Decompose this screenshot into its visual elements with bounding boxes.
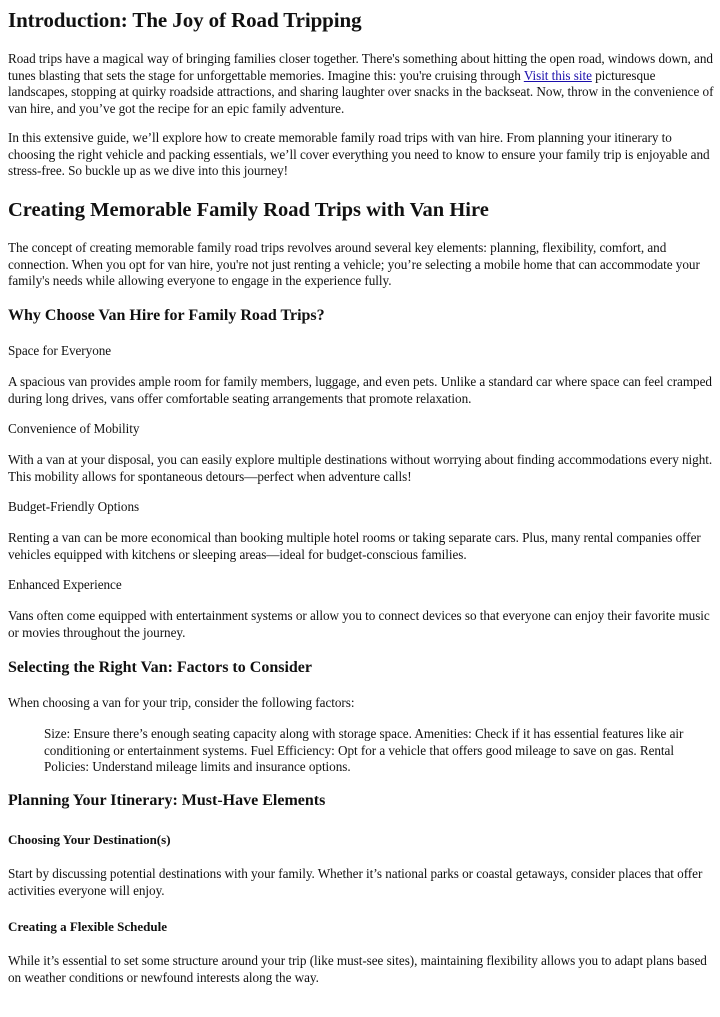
selecting-heading: Selecting the Right Van: Factors to Consider xyxy=(8,659,312,676)
destination-paragraph: Start by discussing potential destinations with your family. Whether it’s national parks or coastal getaways, consider places that offer activities everyone will enjoy. xyxy=(8,866,703,898)
why-van-text-experience: Vans often come equipped with entertainment systems or allow you to connect devices so that everyone can enjoy their favorite music or movies throughout the journey. xyxy=(8,608,710,640)
visit-site-link[interactable]: Visit this site xyxy=(523,67,592,83)
selecting-intro: When choosing a van for your trip, consider the following factors: xyxy=(8,695,355,710)
schedule-subheading: Creating a Flexible Schedule xyxy=(8,919,168,934)
main-section-heading: Creating Memorable Family Road Trips with Van Hire xyxy=(8,199,489,221)
intro-paragraph-1 xyxy=(8,51,714,117)
why-van-label-experience: Enhanced Experience xyxy=(8,577,122,592)
why-van-text-space: A spacious van provides ample room for family members, luggage, and even pets. Unlike a standard car where space can feel cramped during long drives, vans offer comfortable seating arrangements that promote relaxation. xyxy=(8,374,712,406)
why-van-label-mobility: Convenience of Mobility xyxy=(8,421,140,436)
selecting-factors-list: Size: Ensure there’s enough seating capacity along with storage space. Amenities: Check if it has essential features like air conditioning or entertainment systems. Fuel Efficiency: Opt for a vehicle that offers good mileage to save on gas. Rental Policies: Understand mileage limits and insurance options. xyxy=(44,726,684,774)
destination-subheading: Choosing Your Destination(s) xyxy=(8,832,171,847)
intro-paragraph-2: In this extensive guide, we’ll explore how to create memorable family road trips with van hire. From planning your itinerary to choosing the right vehicle and packing essentials, we’ll cover everything you need to know to ensure your family trip is enjoyable and stress-free. So buckle up as we dive into this journey! xyxy=(8,130,710,178)
intro-heading: Introduction: The Joy of Road Tripping xyxy=(8,8,362,32)
why-van-label-space: Space for Everyone xyxy=(8,343,112,358)
why-van-label-budget: Budget-Friendly Options xyxy=(8,499,140,514)
why-van-text-budget: Renting a van can be more economical than booking multiple hotel rooms or taking separate cars. Plus, many rental companies offer vehicles equipped with kitchens or sleeping areas—ideal for budget-conscious families. xyxy=(8,530,701,562)
why-van-text-mobility: With a van at your disposal, you can easily explore multiple destinations without worrying about finding accommodations every night. This mobility allows for spontaneous detours—perfect when adventure calls! xyxy=(8,452,713,484)
planning-heading: Planning Your Itinerary: Must-Have Elements xyxy=(8,792,326,809)
schedule-paragraph: While it’s essential to set some structure around your trip (like must-see sites), maintaining flexibility allows you to adapt plans based on weather conditions or newfound interests along the way. xyxy=(8,953,707,985)
intro-text-after-link: picturesque landscapes, stopping at quirky roadside attractions, and sharing laughter over snacks in the backseat. Now, throw in the convenience of van hire, and you’ve got the recipe for an epic family adventure. xyxy=(8,67,714,116)
intro-text-before-link: Road trips have a magical way of bringing families closer together. There's something about hitting the open road, windows down, and tunes blasting that sets the stage for unforgettable memories. Imagine this: you're cruising through xyxy=(8,51,713,83)
main-section-paragraph: The concept of creating memorable family road trips revolves around several key elements: planning, flexibility, comfort, and connection. When you opt for van hire, you're not just renting a vehicle; you’re selecting a mobile home that can accommodate your family's needs while allowing everyone to engage in the experience fully. xyxy=(8,240,700,288)
why-van-heading: Why Choose Van Hire for Family Road Trips? xyxy=(8,307,325,324)
